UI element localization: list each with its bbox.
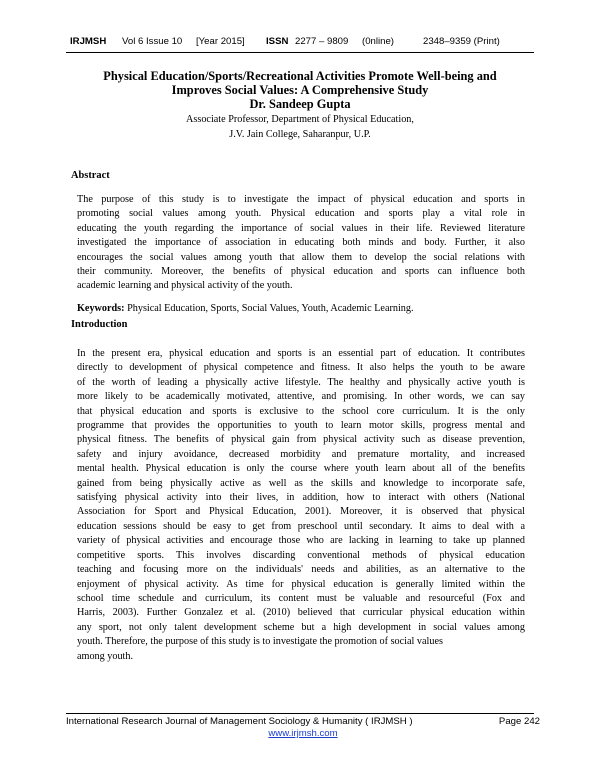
footer-journal-name: International Research Journal of Management Sociology & Humanity ( IRJMSH )	[66, 716, 413, 727]
introduction-heading: Introduction	[71, 319, 128, 330]
introduction-line: more likely to be academically motivated, attentive, and promising. In other words, we can say	[77, 391, 525, 403]
introduction-line: Association for Sport and Physical Education, 2001). Moreover, it is observed that physical	[77, 506, 525, 518]
introduction-line: programme that provides the opportunities to youth to learn motor skills, progress mental and	[77, 420, 525, 432]
introduction-line: Harris, 2003). Further Gonzalez et al. (2010) believed that curricular physical education within	[77, 607, 525, 619]
header-volume: Vol 6 Issue 10	[122, 36, 183, 47]
introduction-line: youth. Therefore, the purpose of this study is to investigate the promotion of social values	[77, 636, 443, 648]
introduction-line: satisfying physical activity into their lives, in addition, how to interact with others (National	[77, 492, 525, 504]
keywords-list: Physical Education, Sports, Social Values, Youth, Academic Learning.	[124, 303, 414, 314]
author-name: Dr. Sandeep Gupta	[249, 97, 351, 111]
footer-website-link[interactable]: www.irjmsh.com	[268, 728, 338, 739]
header-issn-online: 2277 – 9809	[295, 36, 349, 47]
footer-page-number: Page 242	[498, 716, 540, 727]
introduction-line: teaching and focusing more on the individuals' needs and abilities, as an alternative to the	[77, 564, 525, 576]
keywords-label: Keywords:	[77, 303, 125, 314]
header-divider	[66, 52, 534, 53]
header-online-label: (0nline)	[362, 36, 394, 47]
introduction-line: directly to development of physical competence and fitness. It also helps the youth to be aware	[77, 362, 525, 374]
abstract-line: promoting social values among youth. Physical education and sports play a vital role in	[77, 208, 525, 220]
introduction-line: any sport, not only talent development scheme but a high development in social values among	[77, 621, 525, 633]
introduction-line: education sessions should be easy to get from preschool until secondary. It aims to deal with a	[77, 520, 525, 532]
header-journal-abbr: IRJMSH	[70, 36, 107, 47]
introduction-line: variety of physical activities and encourage those who are lacking in learning to take up planned	[77, 535, 525, 547]
abstract-line: their community. Moreover, the benefits of physical education and sports can influence both	[77, 266, 525, 278]
header-issn-label: ISSN	[266, 36, 289, 47]
abstract-heading: Abstract	[71, 170, 110, 181]
keywords	[77, 302, 525, 316]
abstract-line: encourages the social values among youth that allow them to develop the social relations with	[77, 251, 525, 263]
introduction-line: physical fitness. The benefits of physical gain from physical activity such as disease prevention,	[77, 434, 525, 446]
paper-title-line-1: Physical Education/Sports/Recreational Activities Promote Well-being and	[103, 69, 497, 83]
introduction-line: that physical education and sports is exclusive to the school core curriculum. It is the only	[77, 405, 525, 417]
running-header	[70, 36, 540, 52]
affiliation-line-1: Associate Professor, Department of Physical Education,	[186, 114, 414, 125]
abstract-line: academic learning and physical activity of the youth.	[77, 280, 293, 292]
abstract-line: educating the youth regarding the importance of social values in their life. Reviewed literature	[77, 222, 525, 234]
introduction-line: mental health. Physical education is only the course where youth learn about all of the benefits	[77, 463, 525, 475]
abstract-line: investigated the importance of association in educating both minds and body. Further, it also	[77, 237, 525, 249]
introduction-line: of the worth of leading a physically active lifestyle. The healthy and physically active youth is	[77, 376, 525, 388]
introduction-text	[77, 347, 525, 664]
introduction-line: among youth.	[77, 650, 134, 662]
abstract-line: The purpose of this study is to investigate the impact of physical education and sports in	[77, 194, 525, 205]
introduction-line: safety and injury avoidance, decreased morbidity and premature mortality, and increased	[77, 448, 525, 460]
header-issn-print: 2348–9359 (Print)	[423, 36, 500, 47]
introduction-line: enjoyment of physical activity. As time for physical education is generally limited within the	[77, 578, 525, 590]
affiliation-line-2: J.V. Jain College, Saharanpur, U.P.	[229, 128, 371, 140]
introduction-line: competitive sports. This involves discarding conventional methods of physical education	[77, 549, 525, 561]
header-year: [Year 2015]	[196, 36, 245, 47]
introduction-line: school time schedule and curriculum, its content must be valuable and resourceful (Fox and	[77, 592, 525, 604]
introduction-line: In the present era, physical education and sports is an essential part of education. It contributes	[77, 348, 525, 359]
abstract-text	[77, 193, 525, 294]
title-block	[60, 69, 540, 142]
footer-divider	[66, 713, 534, 714]
introduction-line: gained from being physically active as well as the skills and knowledge to incorporate safe,	[77, 477, 525, 489]
paper-title-line-2: Improves Social Values: A Comprehensive Study	[171, 83, 429, 97]
